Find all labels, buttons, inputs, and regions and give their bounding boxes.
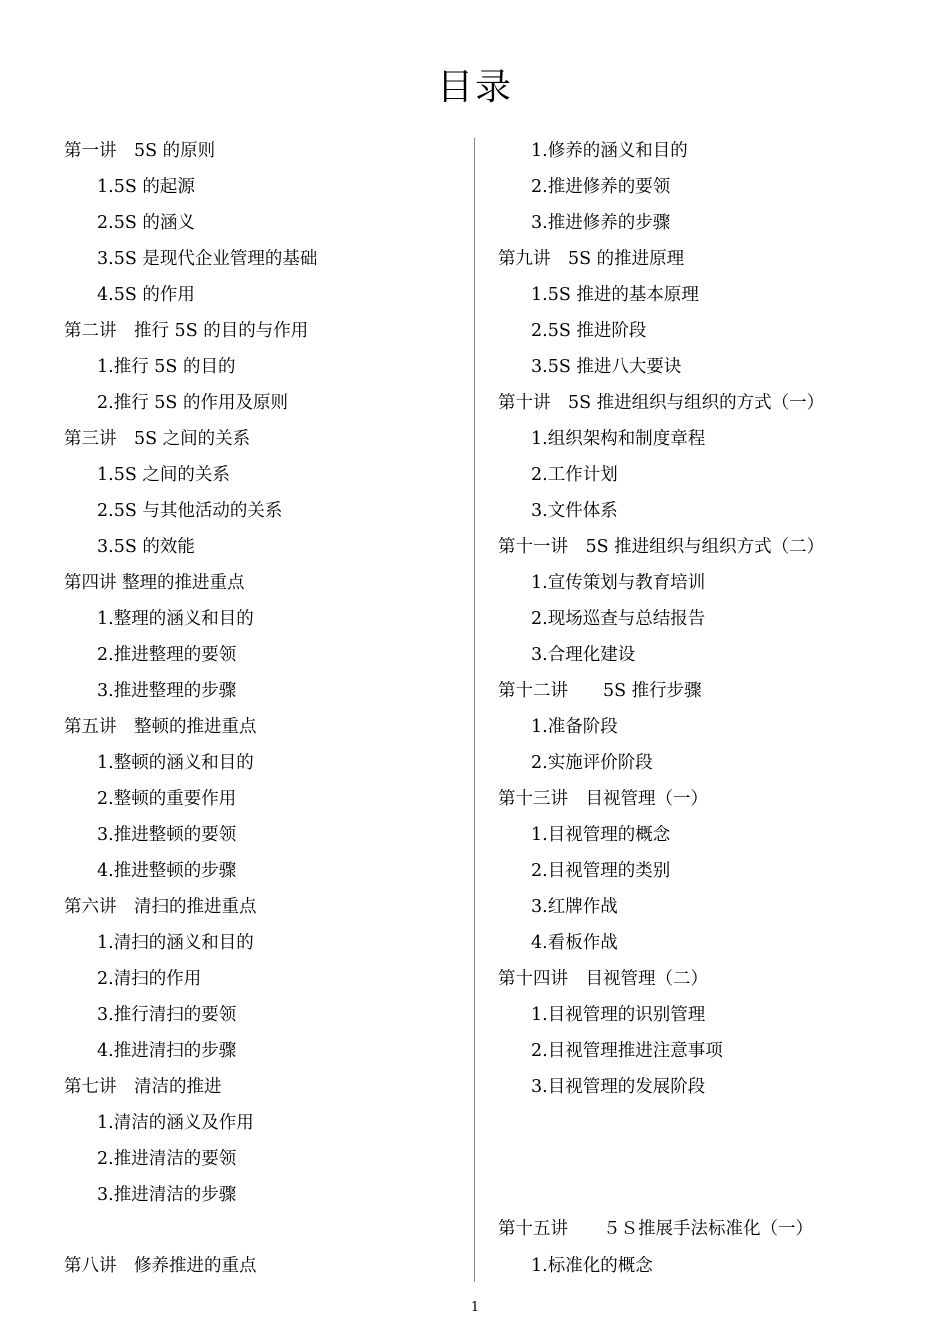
toc-item: 1.宣传策划与教育培训 <box>531 573 706 593</box>
toc-item: 1.整理的涵义和目的 <box>97 609 254 629</box>
toc-chapter-heading: 第五讲 整顿的推进重点 <box>64 717 257 737</box>
toc-item: 1.5S 之间的关系 <box>97 465 230 485</box>
toc-item: 3.推进整顿的要领 <box>97 825 237 845</box>
toc-chapter-heading: 第七讲 清洁的推进 <box>64 1077 222 1097</box>
toc-item: 2.整顿的重要作用 <box>97 789 237 809</box>
toc-chapter-heading: 第六讲 清扫的推进重点 <box>64 897 257 917</box>
toc-chapter-heading: 第十讲 5S 推进组织与组织的方式（一） <box>498 393 825 413</box>
toc-item: 4.看板作战 <box>531 933 618 953</box>
toc-item: 3.推进清洁的步骤 <box>97 1185 237 1205</box>
toc-item: 2.5S 推进阶段 <box>531 321 647 341</box>
toc-item: 2.目视管理推进注意事项 <box>531 1041 723 1061</box>
toc-chapter-heading: 第四讲 整理的推进重点 <box>64 573 245 593</box>
toc-item: 2.推进整理的要领 <box>97 645 237 665</box>
toc-item: 1.修养的涵义和目的 <box>531 141 688 161</box>
toc-item: 2.工作计划 <box>531 465 618 485</box>
toc-item: 1.准备阶段 <box>531 717 618 737</box>
toc-chapter-heading: 第二讲 推行 5S 的目的与作用 <box>64 321 309 341</box>
toc-chapter-heading: 第十四讲 目视管理（二） <box>498 969 708 989</box>
toc-item: 1.清扫的涵义和目的 <box>97 933 254 953</box>
toc-item: 3.合理化建设 <box>531 645 636 665</box>
toc-chapter-heading: 第十二讲 5S 推行步骤 <box>498 681 702 701</box>
column-divider <box>474 138 475 1282</box>
toc-item: 3.推进整理的步骤 <box>97 681 237 701</box>
toc-item: 2.推进清洁的要领 <box>97 1149 237 1169</box>
toc-item: 1.5S 的起源 <box>97 177 195 197</box>
page-number: 1 <box>470 1300 480 1315</box>
toc-item: 1.目视管理的概念 <box>531 825 671 845</box>
toc-item: 3.5S 的效能 <box>97 537 195 557</box>
toc-item: 4.推进清扫的步骤 <box>97 1041 237 1061</box>
toc-item: 1.整顿的涵义和目的 <box>97 753 254 773</box>
toc-item: 2.5S 的涵义 <box>97 213 195 233</box>
toc-item: 4.推进整顿的步骤 <box>97 861 237 881</box>
toc-chapter-heading: 第三讲 5S 之间的关系 <box>64 429 251 449</box>
toc-item: 2.清扫的作用 <box>97 969 202 989</box>
toc-item: 4.5S 的作用 <box>97 285 195 305</box>
toc-item: 2.实施评价阶段 <box>531 753 653 773</box>
toc-chapter-heading: 第八讲 修养推进的重点 <box>64 1256 257 1276</box>
toc-item: 3.目视管理的发展阶段 <box>531 1077 706 1097</box>
toc-item: 2.现场巡查与总结报告 <box>531 609 706 629</box>
page-title: 目录 <box>436 67 513 108</box>
toc-item: 3.文件体系 <box>531 501 618 521</box>
toc-item: 3.红牌作战 <box>531 897 618 917</box>
toc-item: 1.标准化的概念 <box>531 1256 653 1276</box>
toc-chapter-heading: 第十五讲 ５Ｓ推展手法标准化（一） <box>498 1219 813 1239</box>
toc-item: 2.5S 与其他活动的关系 <box>97 501 283 521</box>
toc-item: 1.目视管理的识别管理 <box>531 1005 706 1025</box>
toc-item: 2.推行 5S 的作用及原则 <box>97 393 288 413</box>
toc-chapter-heading: 第一讲 5S 的原则 <box>64 141 216 161</box>
toc-item: 3.5S 推进八大要诀 <box>531 357 682 377</box>
toc-chapter-heading: 第十三讲 目视管理（一） <box>498 789 708 809</box>
toc-item: 1.清洁的涵义及作用 <box>97 1113 254 1133</box>
toc-chapter-heading: 第九讲 5S 的推进原理 <box>498 249 685 269</box>
toc-item: 2.推进修养的要领 <box>531 177 671 197</box>
toc-item: 1.推行 5S 的目的 <box>97 357 236 377</box>
toc-item: 1.组织架构和制度章程 <box>531 429 706 449</box>
toc-item: 3.推行清扫的要领 <box>97 1005 237 1025</box>
toc-chapter-heading: 第十一讲 5S 推进组织与组织方式（二） <box>498 537 825 557</box>
toc-item: 1.5S 推进的基本原理 <box>531 285 699 305</box>
toc-item: 2.目视管理的类别 <box>531 861 671 881</box>
toc-item: 3.5S 是现代企业管理的基础 <box>97 249 318 269</box>
toc-item: 3.推进修养的步骤 <box>531 213 671 233</box>
